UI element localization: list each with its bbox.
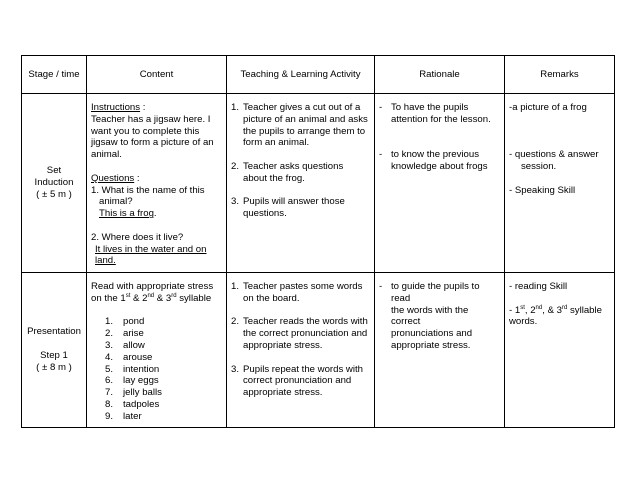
word-item: 9. later xyxy=(105,410,142,422)
remarks-cell xyxy=(505,273,615,428)
word-item: 3. allow xyxy=(105,339,145,351)
word-item: 7. jelly balls xyxy=(105,387,162,399)
remark: -a picture of a frog xyxy=(509,102,587,113)
row-presentation xyxy=(22,273,615,428)
instruction-line: animal. xyxy=(91,149,122,161)
stage-line: Presentation xyxy=(27,326,81,338)
stage-time: ( ± 5 m ) xyxy=(36,188,72,200)
remark: - questions & answer xyxy=(509,149,599,161)
remark: - 1st, 2nd, & 3rd syllable xyxy=(509,304,602,316)
remark: - reading Skill xyxy=(509,281,568,292)
activity-item: 2. Teacher reads the words with the correct pronunciation and appropriate stress. xyxy=(231,316,368,351)
instruction-line: jigsaw to form a picture of an xyxy=(91,137,214,149)
activity-item: 1. Teacher gives a cut out of a picture of an animal and asks the pupils to arrange them to form an animal. xyxy=(231,102,368,149)
rationale-item: - to guide the pupils to read the words with the correct pronunciations and appropriate stress. xyxy=(379,281,480,351)
activity-item: 2. Teacher asks questions about the frog. xyxy=(231,160,344,184)
word-item: 5. intention xyxy=(105,363,160,375)
stage-line: Step 1 xyxy=(40,350,68,361)
row-set-induction xyxy=(22,94,615,273)
activity-item: 1. Teacher pastes some words on the board. xyxy=(231,281,363,304)
remark-cont: session. xyxy=(521,160,557,172)
header-row xyxy=(22,56,615,94)
stage-line: Induction xyxy=(34,177,74,189)
instruction-line: want you to complete this xyxy=(91,125,200,137)
question-1: 1. What is the name of this xyxy=(91,184,205,196)
content-intro-cont: on the 1st & 2nd & 3rd syllable xyxy=(91,292,212,304)
header-rationale: Rationale xyxy=(375,56,505,94)
remark: - Speaking Skill xyxy=(509,184,576,196)
activity-item: 3. Pupils repeat the words with correct pronunciation and appropriate stress. xyxy=(231,363,363,399)
rationale-cell xyxy=(375,273,505,428)
word-item: 6. lay eggs xyxy=(105,375,159,387)
word-list xyxy=(91,316,222,422)
word-item: 2. arise xyxy=(105,328,144,340)
activity-cell xyxy=(227,94,375,273)
answer-1: This is a frog. xyxy=(99,208,157,220)
instructions-heading: Instructions : xyxy=(91,102,146,113)
content-cell xyxy=(87,94,227,273)
rationale-item: - to know the previous knowledge about frogs xyxy=(379,149,488,172)
header-stage: Stage / time xyxy=(22,56,87,94)
stage-line: Set xyxy=(46,165,62,177)
header-remarks: Remarks xyxy=(505,56,615,94)
remarks-cell xyxy=(505,94,615,273)
question-2: 2. Where does it live? xyxy=(91,231,184,243)
activity-cell xyxy=(227,273,375,428)
word-item: 8. tadpoles xyxy=(105,398,160,410)
question-1-cont: animal? xyxy=(99,196,133,208)
lesson-plan-table xyxy=(21,55,615,428)
header-content: Content xyxy=(87,56,227,94)
answer-2: It lives in the water and on xyxy=(95,243,207,255)
answer-2-cont: land. xyxy=(95,255,116,267)
activity-item: 3. Pupils will answer those questions. xyxy=(231,196,345,220)
word-item: 1. pond xyxy=(105,316,145,328)
rationale-item: - To have the pupils attention for the lesson. xyxy=(379,102,491,125)
content-intro: Read with appropriate stress xyxy=(91,281,214,292)
word-item: 4. arouse xyxy=(105,351,153,363)
questions-heading: Questions : xyxy=(91,172,140,184)
header-activity: Teaching & Learning Activity xyxy=(227,56,375,94)
stage-time: ( ± 8 m ) xyxy=(36,361,72,373)
instruction-line: Teacher has a jigsaw here. I xyxy=(91,113,211,125)
content-cell xyxy=(87,273,227,428)
remark-cont: words. xyxy=(509,316,538,328)
rationale-cell xyxy=(375,94,505,273)
stage-cell xyxy=(22,94,87,273)
stage-cell xyxy=(22,273,87,428)
